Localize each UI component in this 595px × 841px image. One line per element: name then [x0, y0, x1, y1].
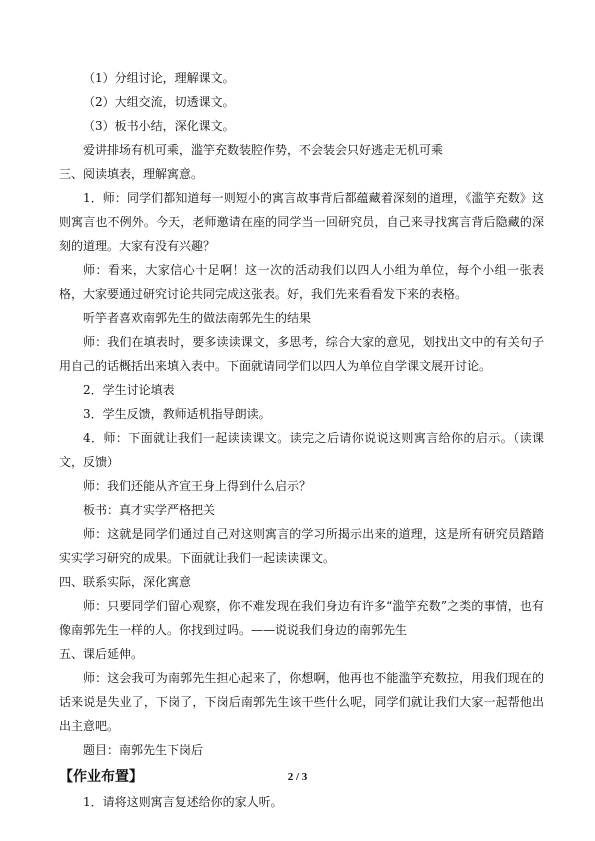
section-heading-4: 四、联系实际，深化寓意 — [59, 575, 192, 589]
page-number: 2 / 3 — [287, 771, 308, 783]
section-heading-5: 五、课后延伸。 — [59, 647, 144, 661]
paragraph-read-together: 4．师：下面就让我们一起读读课文。读完之后请你说说这则寓言给你的启示。（读课文，反馈） — [59, 431, 544, 469]
homework-heading: 【作业布置】 — [59, 769, 143, 785]
step-line-3: （3）板书小结，深化课文。 — [83, 119, 235, 133]
paragraph-extension: 师：这会我可为南郭先生担心起来了，你想啊，他再也不能滥竽充数拉，用我们现在的话来说是失业了，下岗了，下岗后南郭先生该干些什么呢，同学们就让我们大家一起帮他出出主意吧。 — [59, 671, 544, 733]
section-heading-3: 三、阅读填表，理解寓意。 — [59, 167, 204, 181]
table-header-line: 听竽者喜欢南郭先生的做法南郭先生的结果 — [83, 311, 312, 325]
step-line-2: （2）大组交流，切透课文。 — [83, 95, 235, 109]
step-line-1: （1）分组讨论，理解课文。 — [83, 71, 235, 85]
paragraph-conclusion: 师：这就是同学们通过自己对这则寓言的学习所揭示出来的道理，这是所有研究员踏踏实实学习研究的成果。下面就让我们一起读读课文。 — [59, 527, 544, 565]
paragraph-fill-table: 师：我们在填表时，要多读读课文，多思考，综合大家的意见，划找出文中的有关句子用自己的话概括出来填入表中。下面就请同学们以四人为单位自学课文展开讨论。 — [59, 335, 544, 373]
page-body — [59, 66, 544, 814]
blackboard-summary: 爱讲排场有机可乘，滥竽充数装腔作势，不会装会只好逃走无机可乘 — [83, 143, 444, 157]
step-feedback: 3．学生反馈，教师适机指导朗读。 — [83, 407, 271, 421]
blackboard-line: 板书：真才实学严格把关 — [83, 503, 216, 517]
paragraph-real-life: 师：只要同学们留心观察，你不难发现在我们身边有许多“滥竽充数”之类的事情，也有像南郭先生一样的人。你找到过吗。——说说我们身边的南郭先生 — [59, 599, 544, 637]
paragraph-group-activity: 师：看来，大家信心十足啊！这一次的活动我们以四人小组为单位，每个小组一张表格，大家要通过研究讨论共同完成这张表。好，我们先来看看发下来的表格。 — [59, 263, 544, 301]
step-discuss: 2．学生讨论填表 — [83, 383, 175, 397]
homework-item-1: 1．请将这则寓言复述给你的家人听。 — [83, 795, 283, 809]
question-line: 师：我们还能从齐宣王身上得到什么启示？ — [83, 479, 312, 493]
paragraph-teacher-intro: 1．师：同学们都知道每一则短小的寓言故事背后都蕴藏着深刻的道理，《滥竽充数》这则寓言也不例外。今天，老师邀请在座的同学当一回研究员，自己来寻找寓言背后隐藏的深刻的道理。大家有没有兴趣？ — [59, 191, 544, 253]
topic-line: 题目：南郭先生下岗后 — [83, 743, 204, 757]
